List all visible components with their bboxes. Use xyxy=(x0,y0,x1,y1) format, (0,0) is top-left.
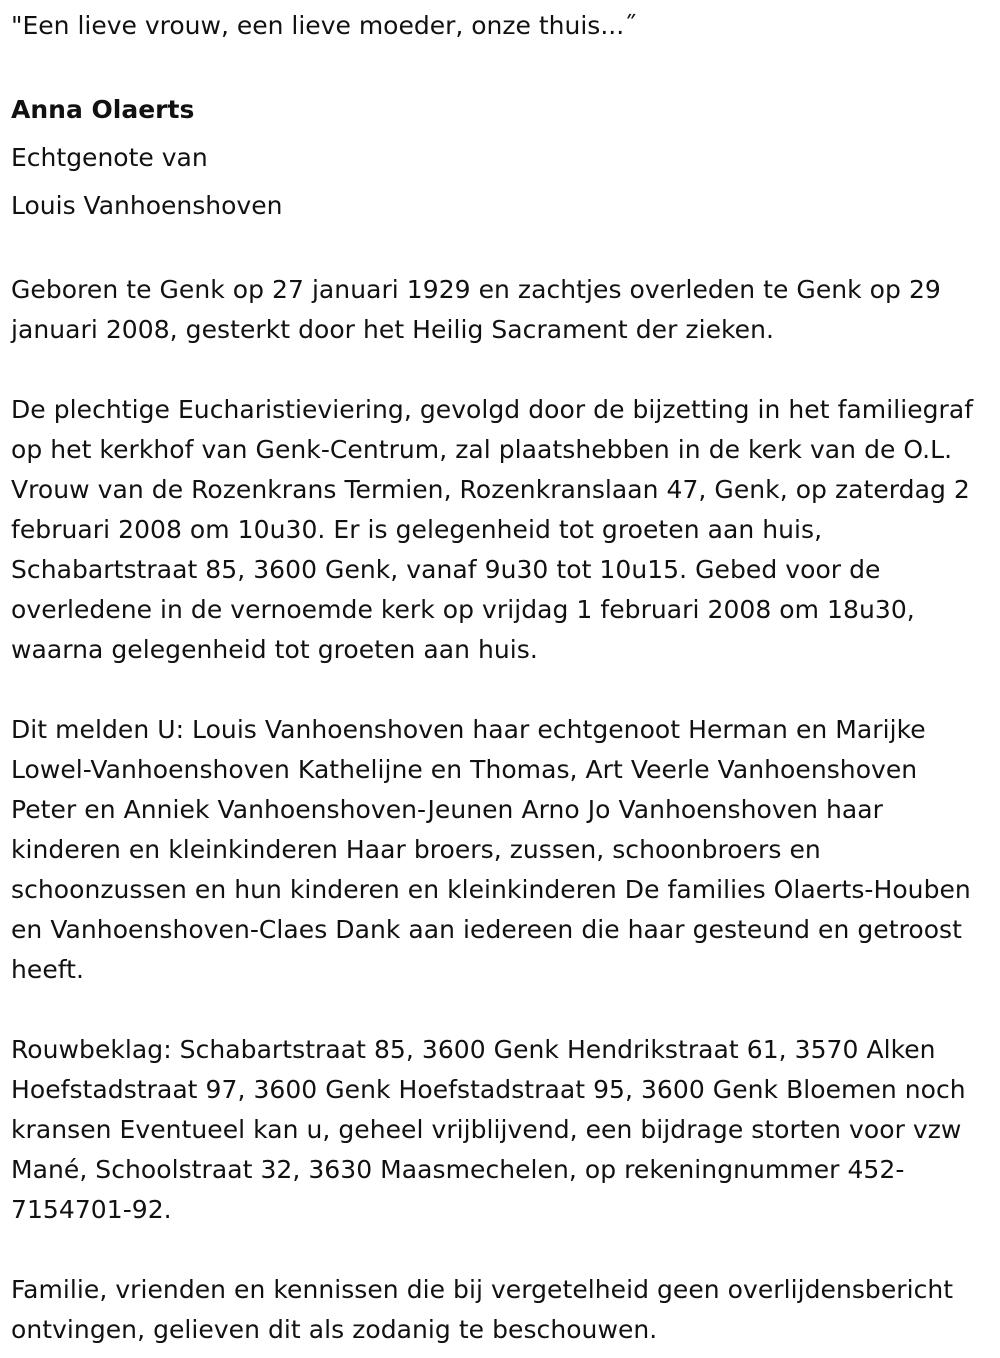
deceased-block xyxy=(11,86,988,230)
family-paragraph: Dit melden U: Louis Vanhoenshoven haar echtgenoot Herman en Marijke Lowel-Vanhoenshoven Kathelijne en Thomas, Art Veerle Vanhoenshoven Peter en Anniek Vanhoenshoven-Jeunen Arno Jo Vanhoenshoven haar kinderen en kleinkinderen Haar broers, zussen, schoonbroers en schoonzussen en hun kinderen en kleinkinderen De families Olaerts-Houben en Vanhoenshoven-Claes Dank aan iedereen die haar gesteund en getroost heeft. xyxy=(11,715,971,984)
spouse-name: Louis Vanhoenshoven xyxy=(11,191,283,220)
condolences-paragraph: Rouwbeklag: Schabartstraat 85, 3600 Genk Hendrikstraat 61, 3570 Alken Hoefstadstraat 97, 3600 Genk Hoefstadstraat 95, 3600 Genk Bloemen noch kransen Eventueel kan u, geheel vrijblijvend, een bijdrage storten voor vzw Mané, Schoolstraat 32, 3630 Maasmechelen, op rekeningnummer 452-7154701-92. xyxy=(11,1035,966,1224)
closing-paragraph: Familie, vrienden en kennissen die bij vergetelheid geen overlijdensbericht ontvingen, gelieven dit als zodanig te beschouwen. xyxy=(11,1275,954,1344)
deceased-name: Anna Olaerts xyxy=(11,95,195,124)
opening-quote: "Een lieve vrouw, een lieve moeder, onze thuis...˝ xyxy=(11,11,637,40)
relation-label: Echtgenote van xyxy=(11,143,208,172)
ceremony-paragraph: De plechtige Eucharistieviering, gevolgd door de bijzetting in het familiegraf op het kerkhof van Genk-Centrum, zal plaatshebben in de kerk van de O.L. Vrouw van de Rozenkrans Termien, Rozenkranslaan 47, Genk, op zaterdag 2 februari 2008 om 10u30. Er is gelegenheid tot groeten aan huis, Schabartstraat 85, 3600 Genk, vanaf 9u30 tot 10u15. Gebed voor de overledene in de vernoemde kerk op vrijdag 1 februari 2008 om 18u30, waarna gelegenheid tot groeten aan huis. xyxy=(11,395,974,664)
birth-death-paragraph: Geboren te Genk op 27 januari 1929 en zachtjes overleden te Genk op 29 januari 2008, gesterkt door het Heilig Sacrament der zieken. xyxy=(11,275,941,344)
